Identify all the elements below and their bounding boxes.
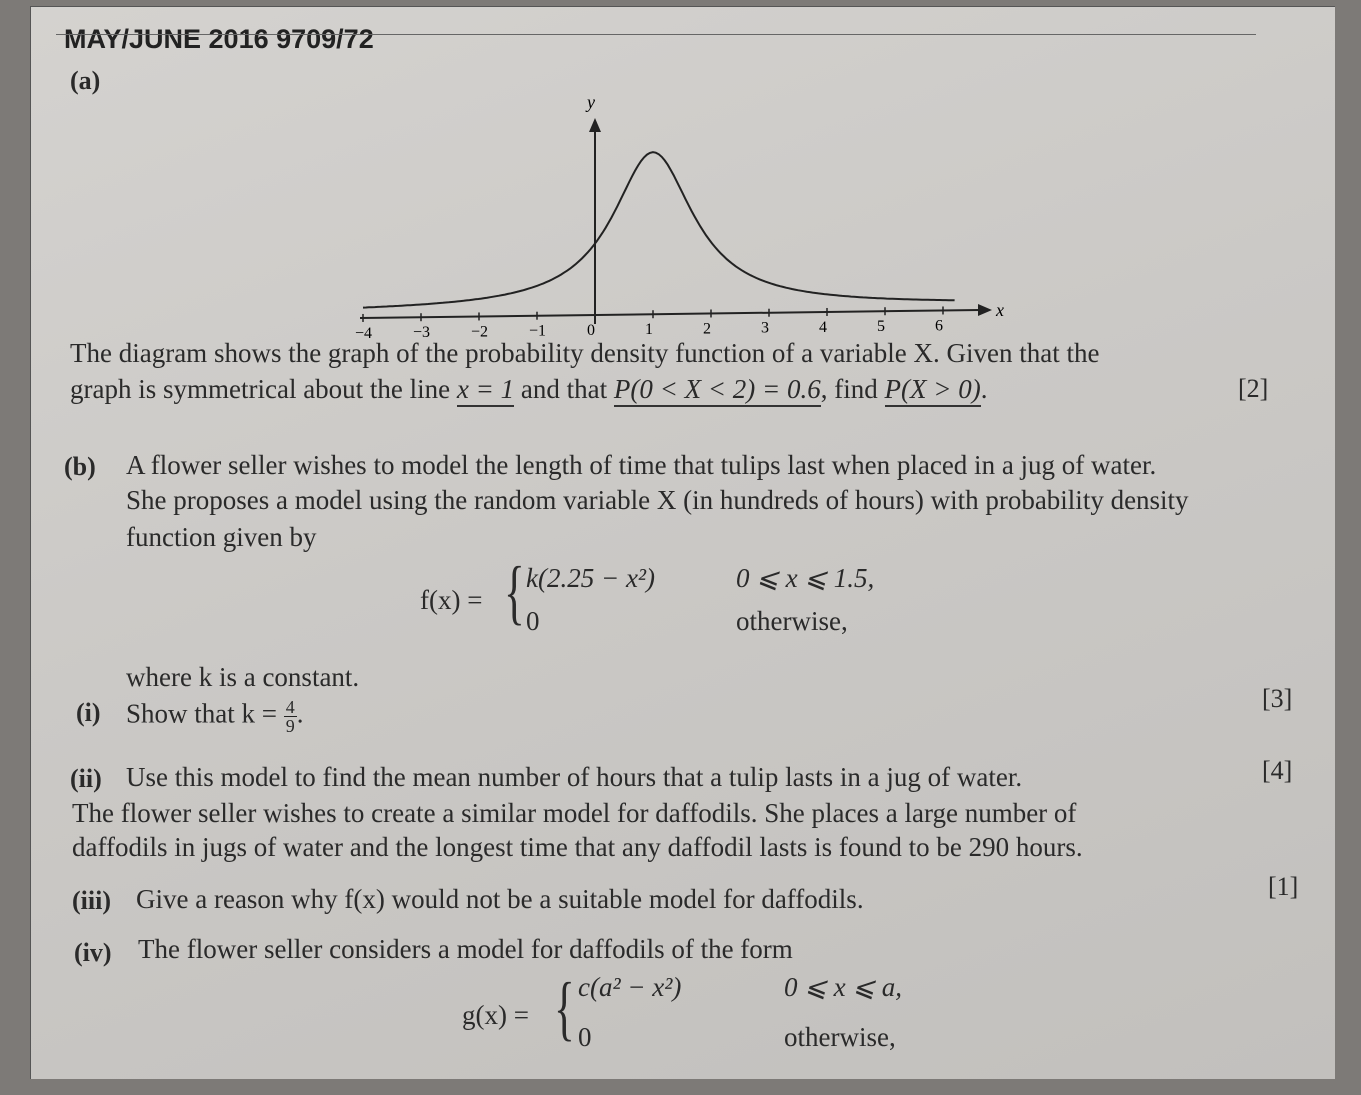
part-b-line2: She proposes a model using the random variable X (in hundreds of hours) with probability density (126, 485, 1189, 515)
part-a-line2-pre: graph is symmetrical about the line (70, 374, 457, 404)
part-a-line1: The diagram shows the graph of the probability density function of a variable X. Given that the (70, 338, 1100, 368)
x-tick-label: −2 (471, 323, 489, 338)
part-ii-text: Use this model to find the mean number of hours that a tulip lasts in a jug of water. (126, 762, 1023, 792)
x-tick-label: 4 (819, 318, 827, 336)
g-case2: 0 (578, 1022, 592, 1052)
x-tick-label: −1 (529, 322, 547, 338)
part-ii-marks: [4] (1262, 756, 1293, 785)
x-tick-label: −3 (413, 324, 431, 338)
g-lhs: g(x) = (462, 1000, 529, 1030)
y-axis-arrow (589, 118, 601, 132)
pdf-curve (363, 152, 955, 307)
part-i-end: . (296, 698, 304, 729)
g-brace: { (554, 968, 575, 1048)
fraction-numerator: 4 (285, 697, 295, 717)
y-axis-label: y (587, 92, 595, 112)
part-iii-label: (iii) (72, 886, 111, 915)
part-iv-label: (iv) (74, 938, 112, 967)
pdf-graph (340, 88, 1020, 338)
x-axis-label: x (996, 300, 1004, 320)
part-iii-text: Give a reason why f(x) would not be a suitable model for daffodils. (136, 884, 864, 914)
f-cond1: 0 ⩽ x ⩽ 1.5, (736, 563, 875, 593)
f-cond2: otherwise, (736, 606, 848, 636)
part-a-label: (a) (70, 66, 101, 95)
eq-p-0-x-2: P(0 < X < 2) = 0.6 (614, 374, 821, 407)
fraction-denominator: 9 (285, 716, 295, 736)
x-tick-label: 2 (703, 320, 711, 338)
part-b-line1: A flower seller wishes to model the length of time that tulips last when placed in a jug of water. (126, 450, 1157, 480)
eq-x-equals-1: x = 1 (457, 374, 514, 407)
g-case1: c(a² − x²) (578, 972, 682, 1002)
part-a-line2 (70, 374, 987, 405)
part-b-label: (b) (64, 452, 96, 481)
part-i-text (126, 698, 303, 735)
part-i-text-main: Show that k = (126, 698, 284, 729)
part-iii-marks: [1] (1268, 872, 1299, 901)
part-b-line3: function given by (126, 522, 317, 552)
g-cond2: otherwise, (784, 1022, 896, 1052)
exam-header: MAY/JUNE 2016 9709/72 (64, 24, 374, 54)
x-axis (360, 310, 980, 318)
header-rule (56, 34, 1256, 35)
x-tick-label: 6 (935, 317, 943, 335)
x-tick-label: 1 (645, 321, 653, 338)
part-a-marks: [2] (1238, 374, 1269, 403)
fraction-4-9 (284, 698, 297, 735)
x-tick-label: 5 (877, 318, 885, 336)
f-case2: 0 (526, 606, 540, 636)
part-i-label: (i) (76, 698, 101, 727)
x-tick-label: 0 (587, 321, 595, 338)
part-a-line2-mid: and that (514, 374, 614, 404)
x-tick-label: 3 (761, 319, 769, 337)
part-iv-text: The flower seller considers a model for daffodils of the form (138, 934, 793, 964)
f-brace: { (504, 552, 525, 632)
part-ii-label: (ii) (70, 764, 102, 793)
x-axis-arrow (978, 304, 992, 316)
x-tick-label: −4 (355, 324, 373, 338)
f-case1: k(2.25 − x²) (526, 563, 656, 593)
part-a-line2-mid2: , find (820, 374, 885, 404)
part-a-line2-post: . (980, 374, 988, 404)
f-lhs: f(x) = (420, 585, 483, 615)
part-ii-follow1: The flower seller wishes to create a similar model for daffodils. She places a large number of (72, 798, 1077, 828)
g-cond1: 0 ⩽ x ⩽ a, (784, 972, 902, 1002)
part-i-marks: [3] (1262, 684, 1293, 713)
part-ii-follow2: daffodils in jugs of water and the longest time that any daffodil lasts is found to be 290 hours. (72, 832, 1083, 862)
eq-p-x-gt-0: P(X > 0) (885, 374, 981, 407)
part-b-where: where k is a constant. (126, 662, 360, 692)
